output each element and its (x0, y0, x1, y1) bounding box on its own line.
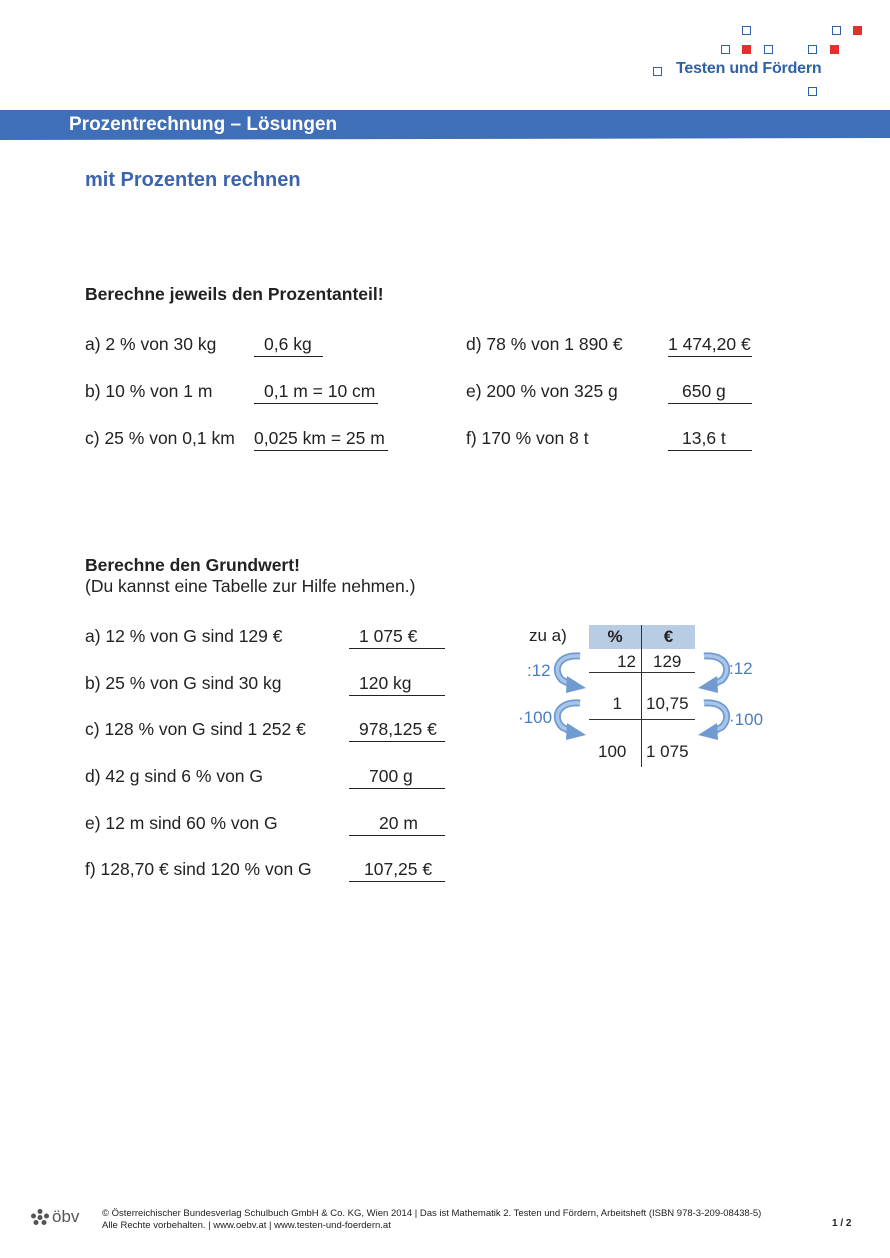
footer-text (102, 1208, 761, 1232)
answer-2d (349, 765, 445, 789)
curved-arrow-icon (694, 650, 734, 695)
answer-c (254, 427, 388, 451)
question-c: c) 25 % von 0,1 km (85, 428, 235, 448)
answer-2e (349, 812, 445, 836)
table-cell: 10,75 (646, 694, 689, 713)
curved-arrow-icon (550, 697, 590, 742)
question-d: d) 78 % von 1 890 € (466, 334, 623, 354)
question-2c: c) 128 % von G sind 1 252 € (85, 719, 306, 739)
page-number: 1 / 2 (832, 1218, 852, 1229)
answer-f (668, 427, 752, 451)
op-divide-left: :12 (527, 661, 551, 680)
page-subtitle: mit Prozenten rechnen (85, 169, 301, 191)
publisher-logo-text: öbv (52, 1207, 80, 1226)
question-2b: b) 25 % von G sind 30 kg (85, 673, 282, 693)
op-divide-right: :12 (729, 659, 753, 678)
answer-text: 20 m (379, 813, 418, 833)
question-e: e) 200 % von 325 g (466, 381, 618, 401)
section2-note: (Du kannst eine Tabelle zur Hilfe nehmen.) (85, 576, 416, 596)
logo-square (742, 26, 751, 35)
question-2a: a) 12 % von G sind 129 € (85, 626, 283, 646)
section1-heading: Berechne jeweils den Prozentanteil! (85, 284, 384, 304)
answer-e (668, 380, 752, 404)
question-2f: f) 128,70 € sind 120 % von G (85, 859, 312, 879)
answer-text: 120 kg (359, 673, 412, 693)
answer-2c (349, 718, 445, 742)
table-cell: 1 075 (646, 742, 689, 761)
table-header-euro: € (663, 627, 674, 646)
table-cell: 12 (617, 652, 636, 671)
answer-text: 13,6 t (682, 428, 726, 448)
question-b: b) 10 % von 1 m (85, 381, 213, 401)
logo-square (653, 67, 662, 76)
answer-text: 0,025 km = 25 m (254, 428, 385, 448)
answer-text: 0,6 kg (264, 334, 312, 354)
page-title: Prozentrechnung – Lösungen (69, 114, 338, 135)
logo-square (853, 26, 862, 35)
logo-text: Testen und Fördern (676, 60, 822, 77)
footer-line-1: © Österreichischer Bundesverlag Schulbuch GmbH & Co. KG, Wien 2014 | Das ist Mathematik 2. Testen und Fördern, Arbeitsheft (ISBN 978-3-209-08438-5) (102, 1208, 762, 1219)
answer-b (254, 380, 378, 404)
answer-2f (349, 858, 445, 882)
logo-square (721, 45, 730, 54)
table-cell: 129 (653, 652, 682, 671)
question-2d: d) 42 g sind 6 % von G (85, 766, 264, 786)
table-cell: 100 (598, 742, 627, 761)
curved-arrow-icon (694, 697, 734, 742)
answer-text: 978,125 € (359, 719, 437, 739)
logo-square (742, 45, 751, 54)
logo-square (832, 26, 841, 35)
answer-a (254, 333, 323, 357)
logo-square (764, 45, 773, 54)
question-a: a) 2 % von 30 kg (85, 334, 217, 354)
logo-square (808, 87, 817, 96)
section2-heading: Berechne den Grundwert! (85, 555, 300, 575)
question-f: f) 170 % von 8 t (466, 428, 589, 448)
footer-line-2: Alle Rechte vorbehalten. | www.oebv.at | www.testen-und-foerdern.at (102, 1220, 391, 1231)
table-rule (589, 719, 695, 720)
answer-2a (349, 625, 445, 649)
curved-arrow-icon (550, 650, 590, 695)
answer-text: 1 474,20 € (668, 334, 751, 354)
answer-text: 700 g (369, 766, 413, 786)
answer-text: 1 075 € (359, 626, 418, 646)
table-header-percent: % (607, 627, 623, 646)
table-cell: 1 (612, 694, 622, 713)
op-multiply-left: ·100 (518, 708, 553, 727)
question-2e: e) 12 m sind 60 % von G (85, 813, 278, 833)
logo-square (830, 45, 839, 54)
answer-d (668, 333, 752, 357)
answer-2b (349, 672, 445, 696)
op-multiply-right: ·100 (729, 710, 764, 729)
answer-text: 0,1 m = 10 cm (264, 381, 376, 401)
answer-text: 107,25 € (364, 859, 433, 879)
table-divider (641, 625, 642, 767)
obv-logo-icon (30, 1208, 50, 1226)
answer-text: 650 g (682, 381, 726, 401)
table-label: zu a) (529, 626, 567, 645)
logo-square (808, 45, 817, 54)
